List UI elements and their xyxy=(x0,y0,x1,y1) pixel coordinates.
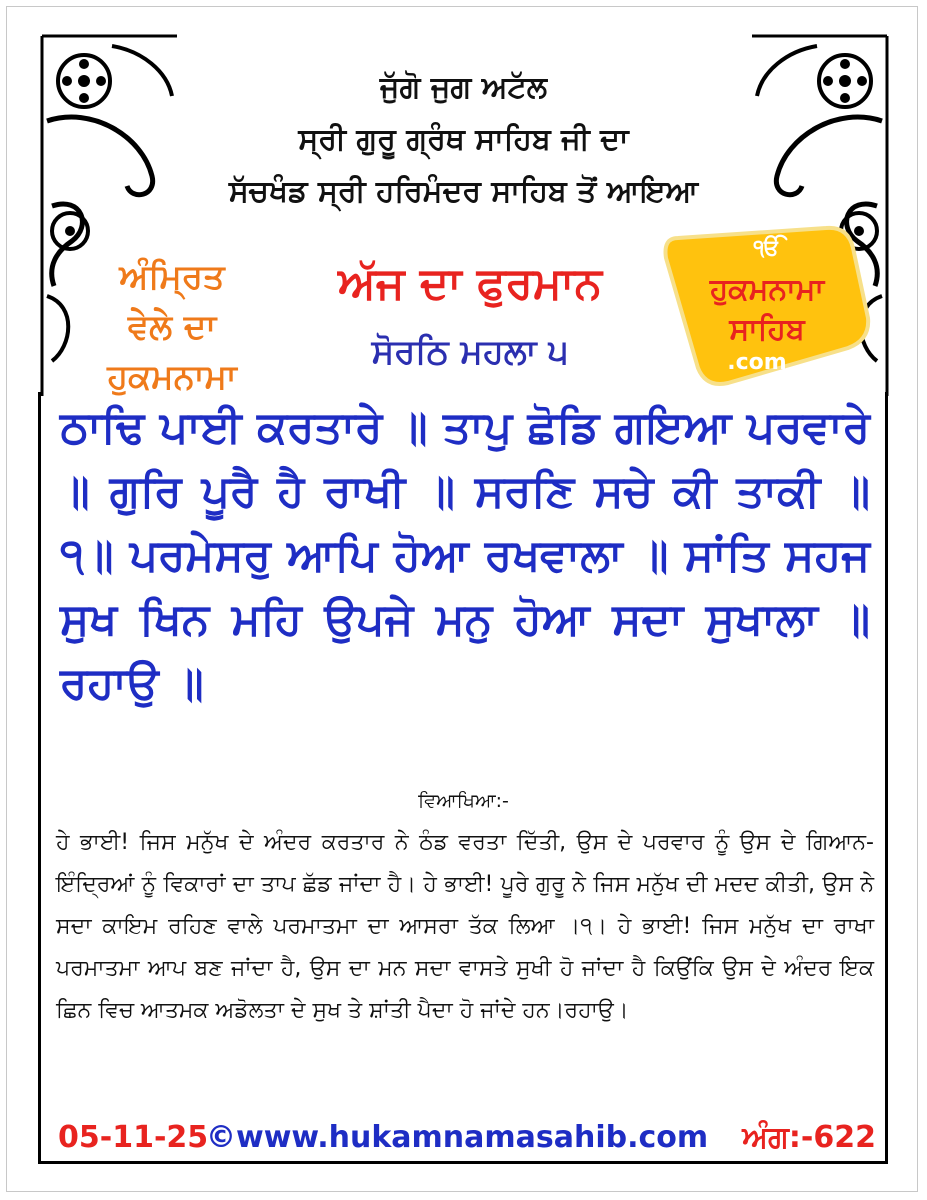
gurbani-text: ਠਾਢਿ ਪਾਈ ਕਰਤਾਰੇ ॥ ਤਾਪੁ ਛੋਡਿ ਗਇਆ ਪਰਵਾਰੇ ॥ ਗੁਰਿ ਪੂਰੈ ਹੈ ਰਾਖੀ ॥ ਸਰਣਿ ਸਚੇ ਕੀ ਤਾਕੀ ॥੧॥ ਪਰਮੇਸਰੁ ਆਪਿ ਹੋਆ ਰਖਵਾਲਾ ॥ ਸਾਂਤਿ ਸਹਜ ਸੁਖ ਖਿਨ ਮਹਿ ਉਪਜੇ ਮਨੁ ਹੋਆ ਸਦਾ ਸੁਖਾਲਾ ॥ ਰਹਾਉ ॥ xyxy=(60,402,870,709)
page-title: ਅੱਜ ਦਾ ਫੁਰਮਾਨ xyxy=(338,258,602,309)
amrit-line-1: ਅੰਮ੍ਰਿਤ xyxy=(119,257,225,297)
logo-line-1: ਹੁਕਮਨਾਮਾ xyxy=(709,272,825,307)
logo-line-3: .com xyxy=(727,350,787,375)
header-line-1: ਜੁੱਗੋ ਜੁਗ ਅਟੱਲ xyxy=(379,70,548,105)
amrit-line-2: ਵੇਲੇ ਦਾ xyxy=(127,307,217,347)
footer xyxy=(56,1120,876,1160)
logo-line-2: ਸਾਹਿਬ xyxy=(729,312,805,347)
header-line-2: ਸ੍ਰੀ ਗੁਰੂ ਗ੍ਰੰਥ ਸਾਹਿਬ ਜੀ ਦਾ xyxy=(298,122,629,157)
amrit-line-3: ਹੁਕਮਨਾਮਾ xyxy=(107,357,237,397)
vyakhia-text: ਹੇ ਭਾਈ! ਜਿਸ ਮਨੁੱਖ ਦੇ ਅੰਦਰ ਕਰਤਾਰ ਨੇ ਠੰਡ ਵਰਤਾ ਦਿੱਤੀ, ਉਸ ਦੇ ਪਰਵਾਰ ਨੂੰ ਉਸ ਦੇ ਗਿਆਨ-ਇੰਦ੍ਰਿਆਂ ਨੂੰ ਵਿਕਾਰਾਂ ਦਾ ਤਾਪ ਛੱਡ ਜਾਂਦਾ ਹੈ। ਹੇ ਭਾਈ! ਪੂਰੇ ਗੁਰੂ ਨੇ ਜਿਸ ਮਨੁੱਖ ਦੀ ਮਦਦ ਕੀਤੀ, ਉਸ ਨੇ ਸਦਾ ਕਾਇਮ ਰਹਿਣ ਵਾਲੇ ਪਰਮਾਤਮਾ ਦਾ ਆਸਰਾ ਤੱਕ ਲਿਆ ।੧। ਹੇ ਭਾਈ! ਜਿਸ ਮਨੁੱਖ ਦਾ ਰਾਖਾ ਪਰਮਾਤਮਾ ਆਪ ਬਣ ਜਾਂਦਾ ਹੈ, ਉਸ ਦਾ ਮਨ ਸਦਾ ਵਾਸਤੇ ਸੁਖੀ ਹੋ ਜਾਂਦਾ ਹੈ ਕਿਉਂਕਿ ਉਸ ਦੇ ਅੰਦਰ ਇਕ ਛਿਨ ਵਿਚ ਆਤਮਕ ਅਡੋਲਤਾ ਦੇ ਸੁਖ ਤੇ ਸ਼ਾਂਤੀ ਪੈਦਾ ਹੋ ਜਾਂਦੇ ਹਨ।ਰਹਾਉ। xyxy=(56,830,874,1023)
vyakhia-heading: ਵਿਆਖਿਆ:- xyxy=(418,790,509,812)
footer-ang: ਅੰਗ:-622 xyxy=(742,1120,876,1155)
logo-ik-onkar: ੴ xyxy=(753,236,781,261)
footer-date: 05-11-25 xyxy=(58,1120,209,1155)
hukamnama-logo xyxy=(658,218,876,390)
amrit-vele-label xyxy=(82,252,262,402)
raag-heading: ਸੋਰਠਿ ਮਹਲਾ ੫ xyxy=(371,332,569,372)
footer-website[interactable]: ©www.hukamnamasahib.com xyxy=(206,1120,709,1155)
header-line-3: ਸੱਚਖੰਡ ਸ੍ਰੀ ਹਰਿਮੰਦਰ ਸਾਹਿਬ ਤੋਂ ਆਇਆ xyxy=(228,174,699,209)
